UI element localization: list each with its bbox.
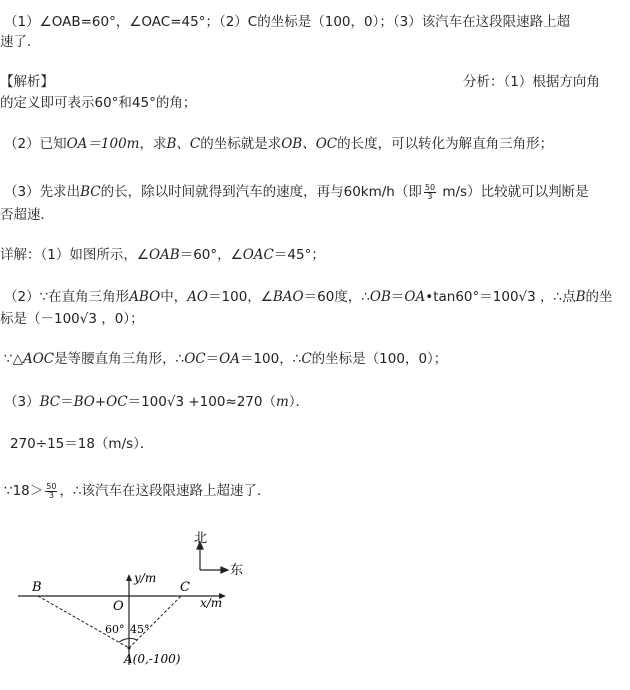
- text: ＝: [390, 289, 405, 305]
- y-axis-arrow: [126, 574, 132, 581]
- math: OA: [404, 289, 426, 305]
- math: OAC: [242, 247, 274, 263]
- math: BAO: [272, 289, 304, 305]
- text: 的坐标就是求: [200, 136, 282, 152]
- math: OA＝100m: [66, 136, 140, 152]
- math: B: [575, 289, 586, 305]
- text: 详解：（1）如图所示，∠: [0, 247, 149, 263]
- solution-s2-line2: 标是（－100√3 ，0）；: [0, 311, 144, 327]
- angle-45-label: 45°: [130, 623, 150, 636]
- numerator: 50: [424, 182, 436, 192]
- point-a-label: A(0,-100): [124, 652, 181, 666]
- text: ）．: [288, 394, 310, 410]
- analysis-p3: [4, 183, 589, 201]
- math: m: [276, 394, 289, 410]
- text: 中，: [160, 289, 188, 305]
- text: （3）: [4, 394, 40, 410]
- math: B、C: [166, 136, 201, 152]
- text: ＝60°，∠: [179, 247, 243, 263]
- text: ∵18＞: [4, 483, 44, 499]
- analysis-heading: 【解析】: [0, 74, 54, 90]
- denominator: 3: [48, 490, 54, 500]
- analysis-p3-line2: 否超速．: [0, 207, 54, 223]
- numerator: 50: [46, 481, 57, 491]
- text: ＝100，∴: [239, 351, 302, 367]
- solution-s4: [4, 393, 309, 411]
- y-axis-label: y/m: [134, 571, 157, 585]
- text: ＝: [205, 351, 220, 367]
- math: ABO: [129, 289, 161, 305]
- text: ，求: [139, 136, 167, 152]
- point-b-label: B: [32, 580, 42, 595]
- math: AO: [187, 289, 209, 305]
- text: ＝100，∠: [208, 289, 273, 305]
- angle-arc: [119, 638, 137, 642]
- math: AOC: [22, 351, 55, 367]
- text: ∵△: [4, 351, 23, 367]
- solution-s3: [4, 350, 447, 368]
- text: +: [94, 394, 107, 410]
- math: OB: [369, 289, 391, 305]
- text: ，∴该汽车在这段限速路上超速了．: [59, 483, 271, 499]
- text: （2）已知: [4, 136, 67, 152]
- text: ＝: [60, 394, 74, 410]
- angle-60-label: 60°: [105, 623, 125, 636]
- analysis-label: 分析：（1）根据方向角: [463, 74, 600, 90]
- text: •tan60°＝100√3 ，∴点: [425, 289, 576, 305]
- text: （3）先求出: [4, 184, 81, 200]
- fraction: [424, 184, 436, 201]
- geometry-figure: [0, 500, 630, 690]
- fraction: [45, 483, 57, 500]
- east-label: 东: [230, 563, 244, 578]
- answer-line-1: （1）∠OAB=60°，∠OAC=45°；（2）C的坐标是（100，0）；（3）该汽车在这段限速路上超: [4, 14, 571, 30]
- math: C: [301, 351, 312, 367]
- analysis-p2: [4, 135, 553, 153]
- math: OA: [219, 351, 240, 367]
- solution-s5: 270÷15＝18（m/s）．: [10, 436, 154, 452]
- math: OC: [106, 394, 128, 410]
- compass-east-arrow: [221, 567, 228, 573]
- solution-s2: [4, 288, 613, 306]
- solution-s6: [4, 482, 271, 500]
- text: 的长度，可以转化为解直角三角形；: [337, 136, 554, 152]
- math: BO: [73, 394, 95, 410]
- point-c-label: C: [180, 580, 190, 595]
- point-a: [128, 647, 131, 650]
- x-axis-label: x/m: [200, 596, 223, 610]
- answer-line-2: 速了．: [0, 34, 41, 50]
- math: OC: [184, 351, 206, 367]
- text: （2）∵在直角三角形: [4, 289, 130, 305]
- solution-s1: [0, 246, 325, 264]
- math: OB、OC: [281, 136, 338, 152]
- text: ＝100√3 +100≈270（: [127, 394, 276, 410]
- text: ＝60度，∴: [303, 289, 370, 305]
- text: 的长，除以时间就得到汽车的速度，再与60km/h（即: [100, 184, 422, 200]
- text: 是等腰直角三角形，∴: [54, 351, 185, 367]
- math: OAB: [148, 247, 180, 263]
- text: 的坐标是（100，0）；: [311, 351, 448, 367]
- text: m/s）比较就可以判断是: [438, 184, 589, 200]
- math: BC: [39, 394, 61, 410]
- compass: [197, 542, 228, 573]
- math: BC: [80, 184, 101, 200]
- denominator: 3: [427, 191, 433, 201]
- text: 的坐: [585, 289, 613, 305]
- origin-label: O: [113, 599, 124, 614]
- north-label: 北: [194, 531, 208, 546]
- text: ＝45°；: [273, 247, 325, 263]
- analysis-p1-line2: 的定义即可表示60°和45°的角；: [0, 95, 197, 111]
